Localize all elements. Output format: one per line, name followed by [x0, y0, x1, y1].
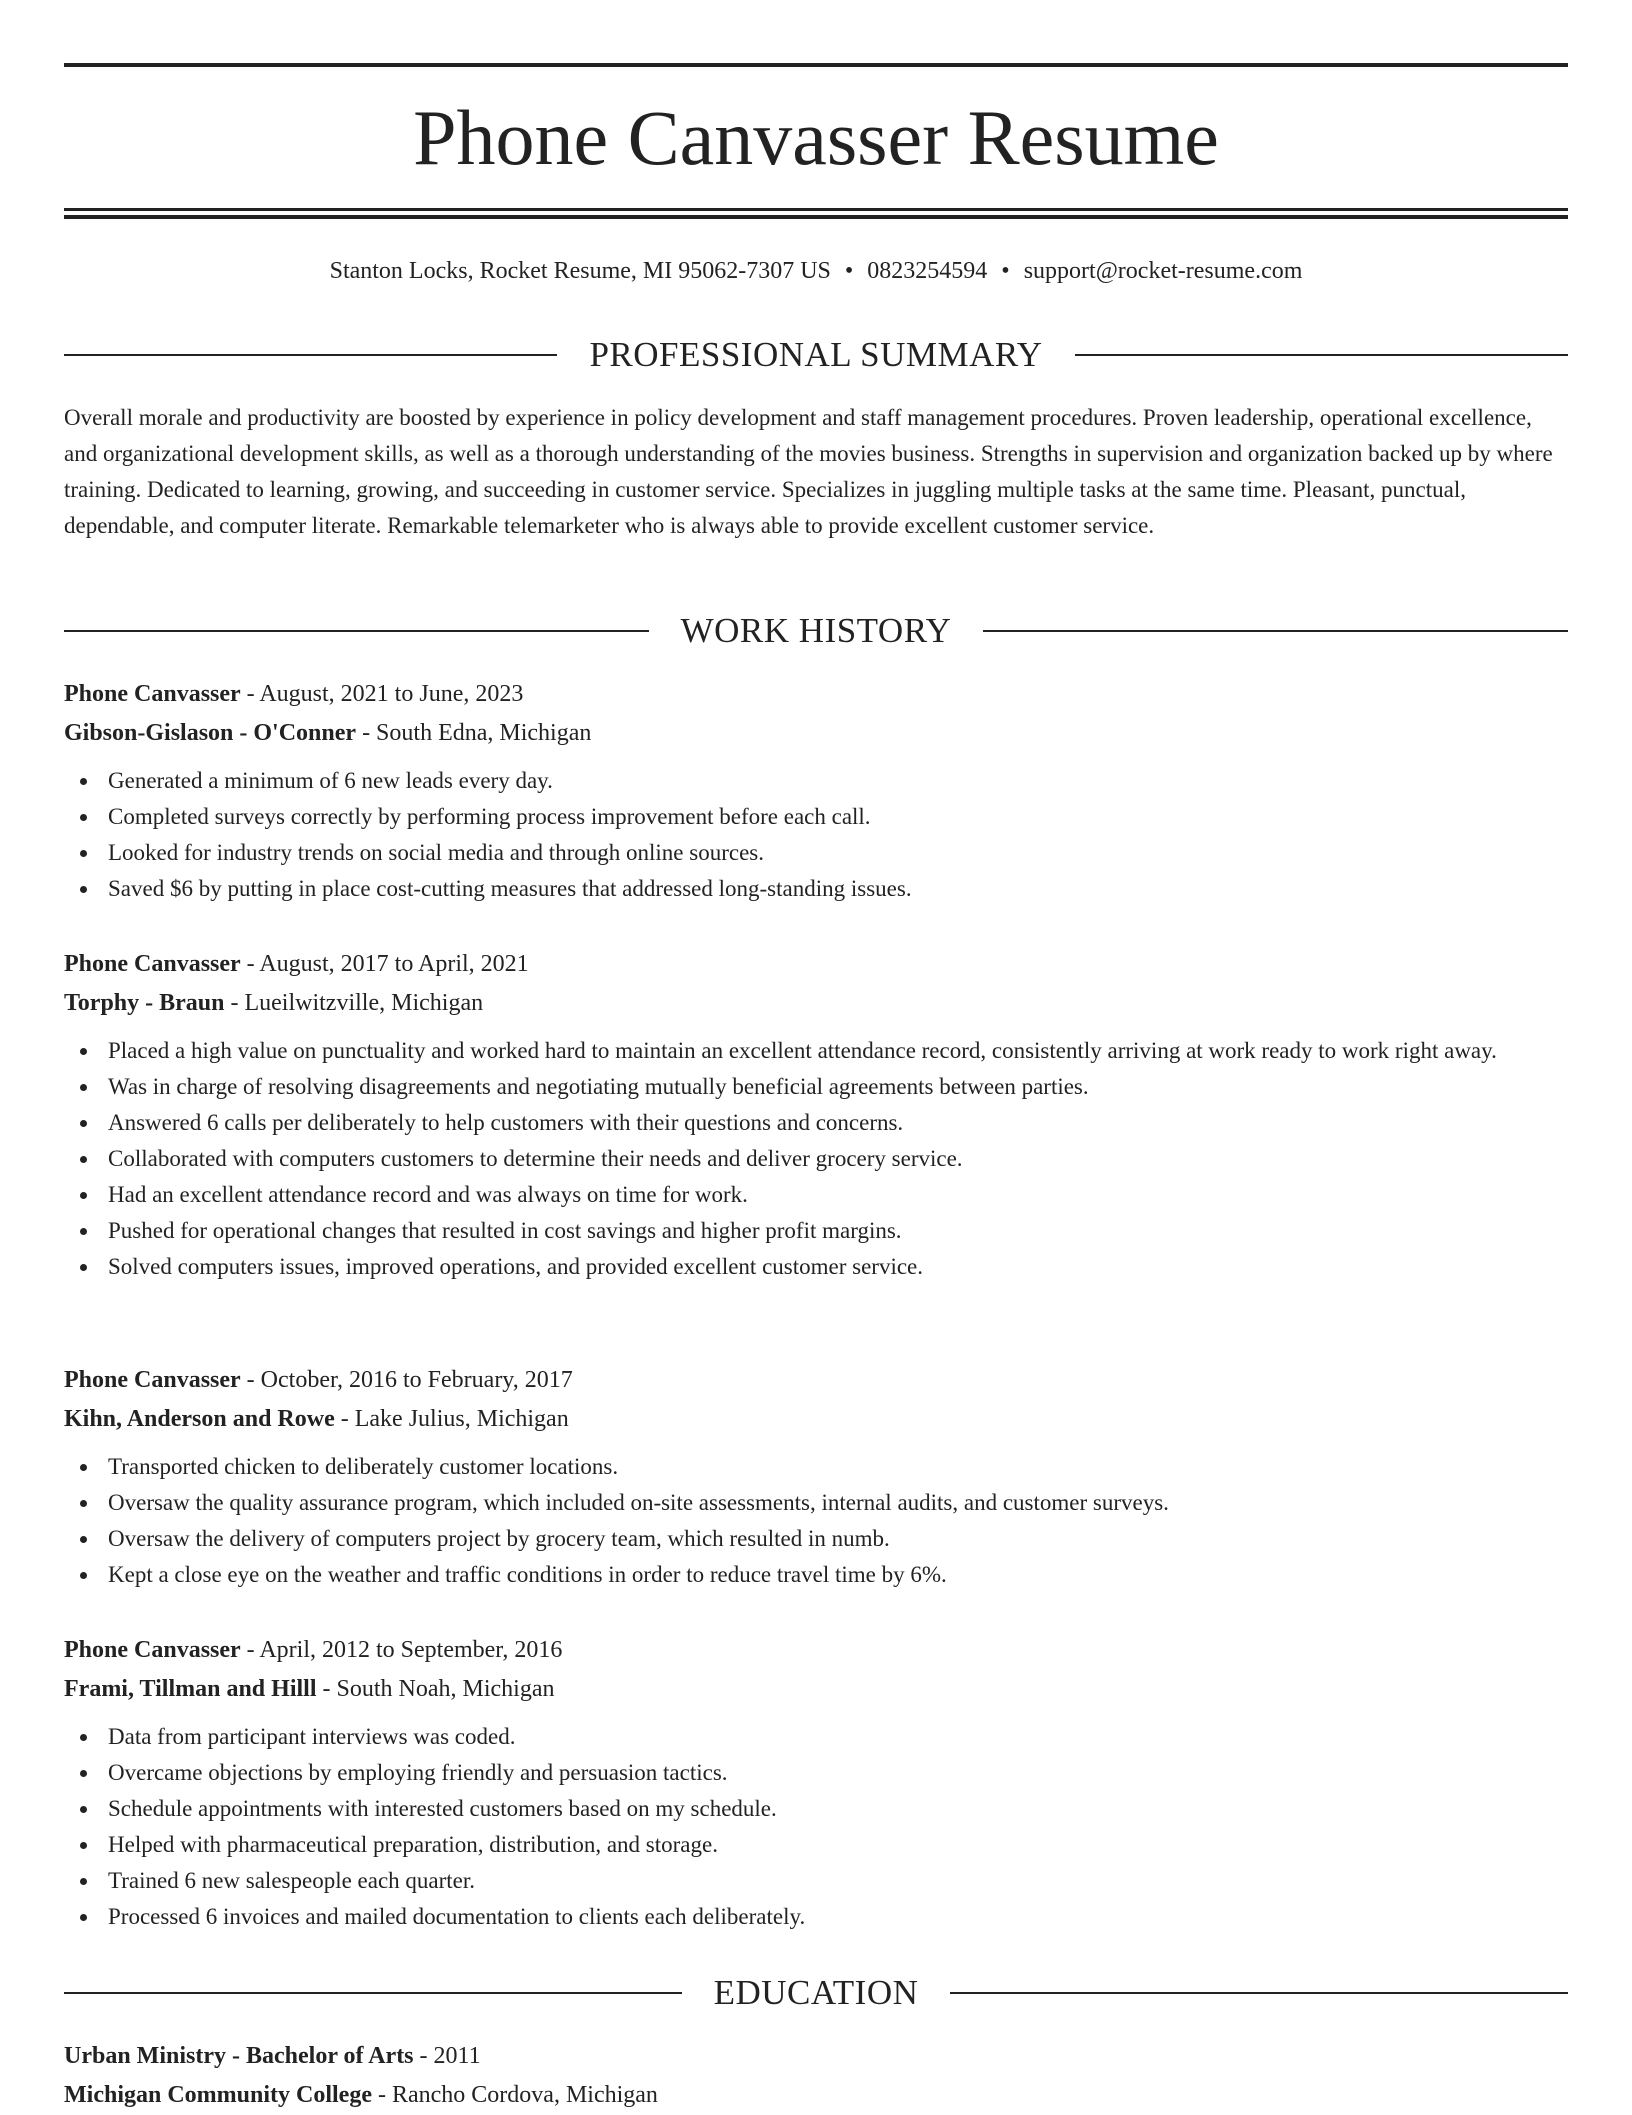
bullet-text: Kept a close eye on the weather and traffic conditions in order to reduce travel time by 6%.: [108, 1562, 947, 1587]
section-rule-left: [64, 1992, 682, 1994]
bullet-text: Trained 6 new salespeople each quarter.: [108, 1868, 476, 1893]
bullet-text: Helped with pharmaceutical preparation, distribution, and storage.: [108, 1832, 718, 1857]
bullet-dot: [80, 778, 87, 785]
contact-email: support@rocket-resume.com: [1023, 258, 1303, 284]
job-bullet: [64, 1719, 1568, 1755]
job-company: Frami, Tillman and Hilll: [64, 1676, 317, 1702]
job-bullet-list: [64, 763, 1568, 907]
bullet-dot: [80, 1770, 87, 1777]
bullet-text: Data from participant interviews was coded.: [108, 1724, 516, 1749]
bullet-text: Oversaw the delivery of computers project by grocery team, which resulted in numb.: [108, 1526, 890, 1551]
job-bullet: [64, 1557, 1568, 1593]
bullet-text: Generated a minimum of 6 new leads every day.: [108, 768, 553, 793]
bullet-dot: [80, 1914, 87, 1921]
job-dates: - August, 2017 to April, 2021: [240, 951, 529, 977]
job-location: - Lueilwitzville, Michigan: [224, 990, 484, 1016]
bullet-dot: [80, 1842, 87, 1849]
bullet-text: Was in charge of resolving disagreements and negotiating mutually beneficial agreements between parties.: [108, 1074, 1089, 1099]
bullet-text: Pushed for operational changes that resulted in cost savings and higher profit margins.: [108, 1218, 902, 1243]
job-entry: [64, 1361, 1568, 1593]
bullet-dot: [80, 1806, 87, 1813]
job-bullet: [64, 1449, 1568, 1485]
job-role: Phone Canvasser: [64, 951, 241, 977]
contact-separator: •: [844, 258, 854, 284]
bullet-dot: [80, 1536, 87, 1543]
section-rule-left: [64, 354, 557, 356]
job-bullet: [64, 1033, 1568, 1069]
job-role: Phone Canvasser: [64, 1637, 241, 1663]
job-company-line: [64, 984, 1568, 1023]
job-bullet: [64, 1141, 1568, 1177]
job-bullet: [64, 1177, 1568, 1213]
section-rule-right: [983, 630, 1568, 632]
bullet-text: Processed 6 invoices and mailed documentation to clients each deliberately.: [108, 1904, 806, 1929]
job-title-line: [64, 1361, 1568, 1400]
bullet-dot: [80, 1572, 87, 1579]
job-role: Phone Canvasser: [64, 1367, 241, 1393]
header-double-rule-upper: [64, 208, 1568, 211]
job-company: Gibson-Gislason - O'Conner: [64, 720, 357, 746]
bullet-dot: [80, 1084, 87, 1091]
bullet-dot: [80, 1048, 87, 1055]
job-location: - South Noah, Michigan: [316, 1676, 555, 1702]
job-dates: - April, 2012 to September, 2016: [240, 1637, 563, 1663]
job-bullet: [64, 871, 1568, 907]
section-title: PROFESSIONAL SUMMARY: [589, 335, 1043, 374]
bullet-text: Transported chicken to deliberately customer locations.: [108, 1454, 619, 1479]
job-location: - South Edna, Michigan: [356, 720, 592, 746]
job-bullet: [64, 1521, 1568, 1557]
job-bullet: [64, 1827, 1568, 1863]
section-rule-left: [64, 630, 649, 632]
section-heading-work-history: [64, 609, 1568, 653]
job-entry: [64, 945, 1568, 1285]
bullet-dot: [80, 1734, 87, 1741]
job-company: Torphy - Braun: [64, 990, 225, 1016]
job-bullet-list: [64, 1719, 1568, 1935]
job-title-line: [64, 1631, 1568, 1670]
bullet-dot: [80, 1156, 87, 1163]
bullet-text: Answered 6 calls per deliberately to help customers with their questions and concerns.: [108, 1110, 904, 1135]
bullet-text: Overcame objections by employing friendly and persuasion tactics.: [108, 1760, 728, 1785]
education-entry: [64, 2037, 1568, 2115]
education-degree: Urban Ministry - Bachelor of Arts: [64, 2043, 414, 2069]
header-top-rule: [64, 63, 1568, 67]
education-school: Michigan Community College: [64, 2082, 372, 2108]
job-bullet: [64, 1069, 1568, 1105]
bullet-text: Placed a high value on punctuality and worked hard to maintain an excellent attendance record, consistently arriving at work ready to work right away.: [108, 1038, 1497, 1063]
bullet-dot: [80, 814, 87, 821]
job-title-line: [64, 675, 1568, 714]
education-school-line: [64, 2076, 1568, 2115]
section-heading-education: [64, 1971, 1568, 2015]
job-entry: [64, 675, 1568, 907]
section-rule-right: [1075, 354, 1568, 356]
contact-address: Stanton Locks, Rocket Resume, MI 95062-7307 US: [329, 258, 831, 284]
job-bullet-list: [64, 1449, 1568, 1593]
job-bullet: [64, 1791, 1568, 1827]
bullet-dot: [80, 1192, 87, 1199]
bullet-dot: [80, 1228, 87, 1235]
job-location: - Lake Julius, Michigan: [334, 1406, 569, 1432]
job-bullet: [64, 799, 1568, 835]
job-bullet: [64, 1105, 1568, 1141]
bullet-text: Oversaw the quality assurance program, which included on-site assessments, internal audits, and customer surveys.: [108, 1490, 1169, 1515]
job-dates: - October, 2016 to February, 2017: [240, 1367, 573, 1393]
job-bullet-list: [64, 1033, 1568, 1285]
section-title: WORK HISTORY: [680, 611, 952, 650]
bullet-dot: [80, 1264, 87, 1271]
bullet-text: Collaborated with computers customers to determine their needs and deliver grocery service.: [108, 1146, 963, 1171]
job-dates: - August, 2021 to June, 2023: [240, 681, 524, 707]
contact-line: [64, 254, 1568, 288]
resume-title: Phone Canvasser Resume: [413, 94, 1219, 181]
job-company: Kihn, Anderson and Rowe: [64, 1406, 335, 1432]
section-title: EDUCATION: [713, 1973, 919, 2012]
job-role: Phone Canvasser: [64, 681, 241, 707]
contact-separator: •: [1001, 258, 1010, 284]
summary-paragraph: Overall morale and productivity are boosted by experience in policy development and staff management procedures. Proven leadership, operational excellence, and organizational development skills, as well as a thorough understanding of the movies business. Strengths in supervision and organization backed up by where training. Dedicated to learning, growing, and succeeding in customer service. Specializes in juggling multiple tasks at the same time. Pleasant, punctual, dependable, and computer literate. Remarkable telemarketer who is always able to provide excellent customer service.: [64, 405, 1553, 538]
education-year: - 2011: [413, 2043, 481, 2069]
section-heading-summary: [64, 333, 1568, 377]
education-degree-line: [64, 2037, 1568, 2076]
header-double-rule-lower: [64, 215, 1568, 219]
job-title-line: [64, 945, 1568, 984]
education-location: - Rancho Cordova, Michigan: [371, 2082, 658, 2108]
bullet-dot: [80, 850, 87, 857]
bullet-text: Completed surveys correctly by performing process improvement before each call.: [108, 804, 871, 829]
job-bullet: [64, 835, 1568, 871]
section-rule-right: [950, 1992, 1568, 1994]
job-bullet: [64, 1249, 1568, 1285]
contact-phone: 0823254594: [867, 258, 988, 284]
bullet-dot: [80, 1878, 87, 1885]
job-bullet: [64, 1755, 1568, 1791]
bullet-dot: [80, 1500, 87, 1507]
bullet-text: Looked for industry trends on social media and through online sources.: [108, 840, 764, 865]
job-bullet: [64, 1213, 1568, 1249]
job-company-line: [64, 1670, 1568, 1709]
bullet-text: Solved computers issues, improved operations, and provided excellent customer service.: [108, 1254, 924, 1279]
job-bullet: [64, 1485, 1568, 1521]
job-entry: [64, 1631, 1568, 1935]
job-bullet: [64, 1863, 1568, 1899]
bullet-text: Had an excellent attendance record and was always on time for work.: [108, 1182, 748, 1207]
bullet-text: Saved $6 by putting in place cost-cutting measures that addressed long-standing issues.: [108, 876, 912, 901]
job-bullet: [64, 1899, 1568, 1935]
bullet-text: Schedule appointments with interested customers based on my schedule.: [108, 1796, 777, 1821]
job-company-line: [64, 714, 1568, 753]
bullet-dot: [80, 886, 87, 893]
job-company-line: [64, 1400, 1568, 1439]
bullet-dot: [80, 1464, 87, 1471]
bullet-dot: [80, 1120, 87, 1127]
job-bullet: [64, 763, 1568, 799]
